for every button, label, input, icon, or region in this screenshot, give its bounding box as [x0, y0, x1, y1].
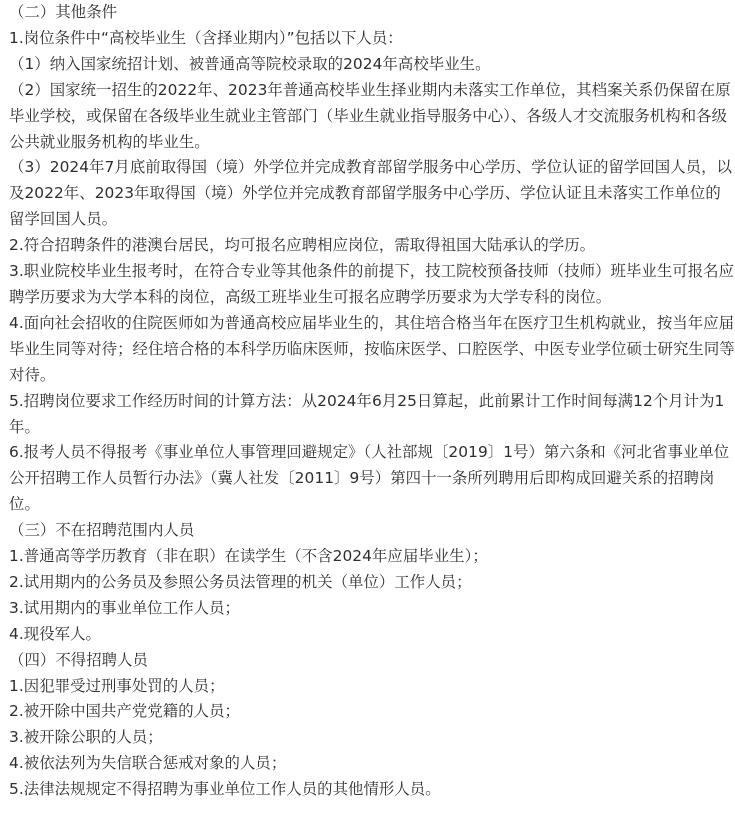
section-heading-other-conditions: （二）其他条件 — [9, 3, 118, 21]
paragraph-item-1: 1.岗位条件中“高校毕业生（含择业期内）”包括以下人员： — [9, 28, 403, 47]
paragraph-sub-2: （2）国家统一招生的2022年、2023年普通高校毕业生择业期内未落实工作单位，其档案关系仍保留在原毕业学校，或保留在各级毕业生就业主管部门（毕业生就业指导服务中心）、各级人才交流服务机构和各级公共就业服务机构的毕业生。 — [9, 80, 731, 151]
paragraph-item-4: 4.面向社会招收的住院医师如为普通高校应届毕业生的，其住培合格当年在医疗卫生机构就业，按当年应届毕业生同等对待；经住培合格的本科学历临床医师，按临床医学、口腔医学、中医专业学位硕士研究生同等对待。 — [9, 313, 735, 384]
list-item: 5.法律法规规定不得招聘为事业单位工作人员的其他情形人员。 — [9, 780, 441, 799]
list-item: 1.因犯罪受过刑事处罚的人员； — [9, 676, 225, 695]
paragraph-item-5: 5.招聘岗位要求工作经历时间的计算方法：从2024年6月25日算起，此前累计工作时间每满12个月计为1年。 — [9, 391, 725, 436]
paragraph-sub-1: （1）纳入国家统招计划、被普通高等院校录取的2024年高校毕业生。 — [9, 54, 491, 73]
list-item: 4.现役军人。 — [9, 624, 101, 643]
list-item: 1.普通高等学历教育（非在职）在读学生（不含2024年应届毕业生）； — [9, 547, 488, 566]
list-item: 3.试用期内的事业单位工作人员； — [9, 598, 240, 617]
paragraph-item-2: 2.符合招聘条件的港澳台居民，均可报名应聘相应岗位，需取得祖国大陆承认的学历。 — [9, 236, 596, 255]
section-heading-prohibited: （四）不得招聘人员 — [9, 650, 148, 669]
list-item: 3.被开除公职的人员； — [9, 728, 163, 747]
section-heading-excluded: （三）不在招聘范围内人员 — [9, 521, 195, 540]
list-item: 2.试用期内的公务员及参照公务员法管理的机关（单位）工作人员； — [9, 572, 472, 591]
paragraph-sub-3: （3）2024年7月底前取得国（境）外学位并完成教育部留学服务中心学历、学位认证的留学回国人员，以及2022年、2023年取得国（境）外学位并完成教育部留学服务中心学历、学位认证且未落实工作单位的留学回国人员。 — [9, 158, 732, 229]
paragraph-item-3: 3.职业院校毕业生报考时，在符合专业等其他条件的前提下，技工院校预备技师（技师）班毕业生可报名应聘学历要求为大学本科的岗位，高级工班毕业生可报名应聘学历要求为大学专科的岗位。 — [9, 262, 735, 306]
list-item: 4.被依法列为失信联合惩戒对象的人员； — [9, 754, 287, 773]
list-item: 2.被开除中国共产党党籍的人员； — [9, 702, 240, 721]
paragraph-item-6: 6.报考人员不得报考《事业单位人事管理回避规定》（人社部规〔2019〕1号）第六条和《河北省事业单位公开招聘工作人员暂行办法》（冀人社发〔2011〕9号）第四十一条所列聘用后即构成回避关系的招聘岗位。 — [9, 443, 730, 514]
